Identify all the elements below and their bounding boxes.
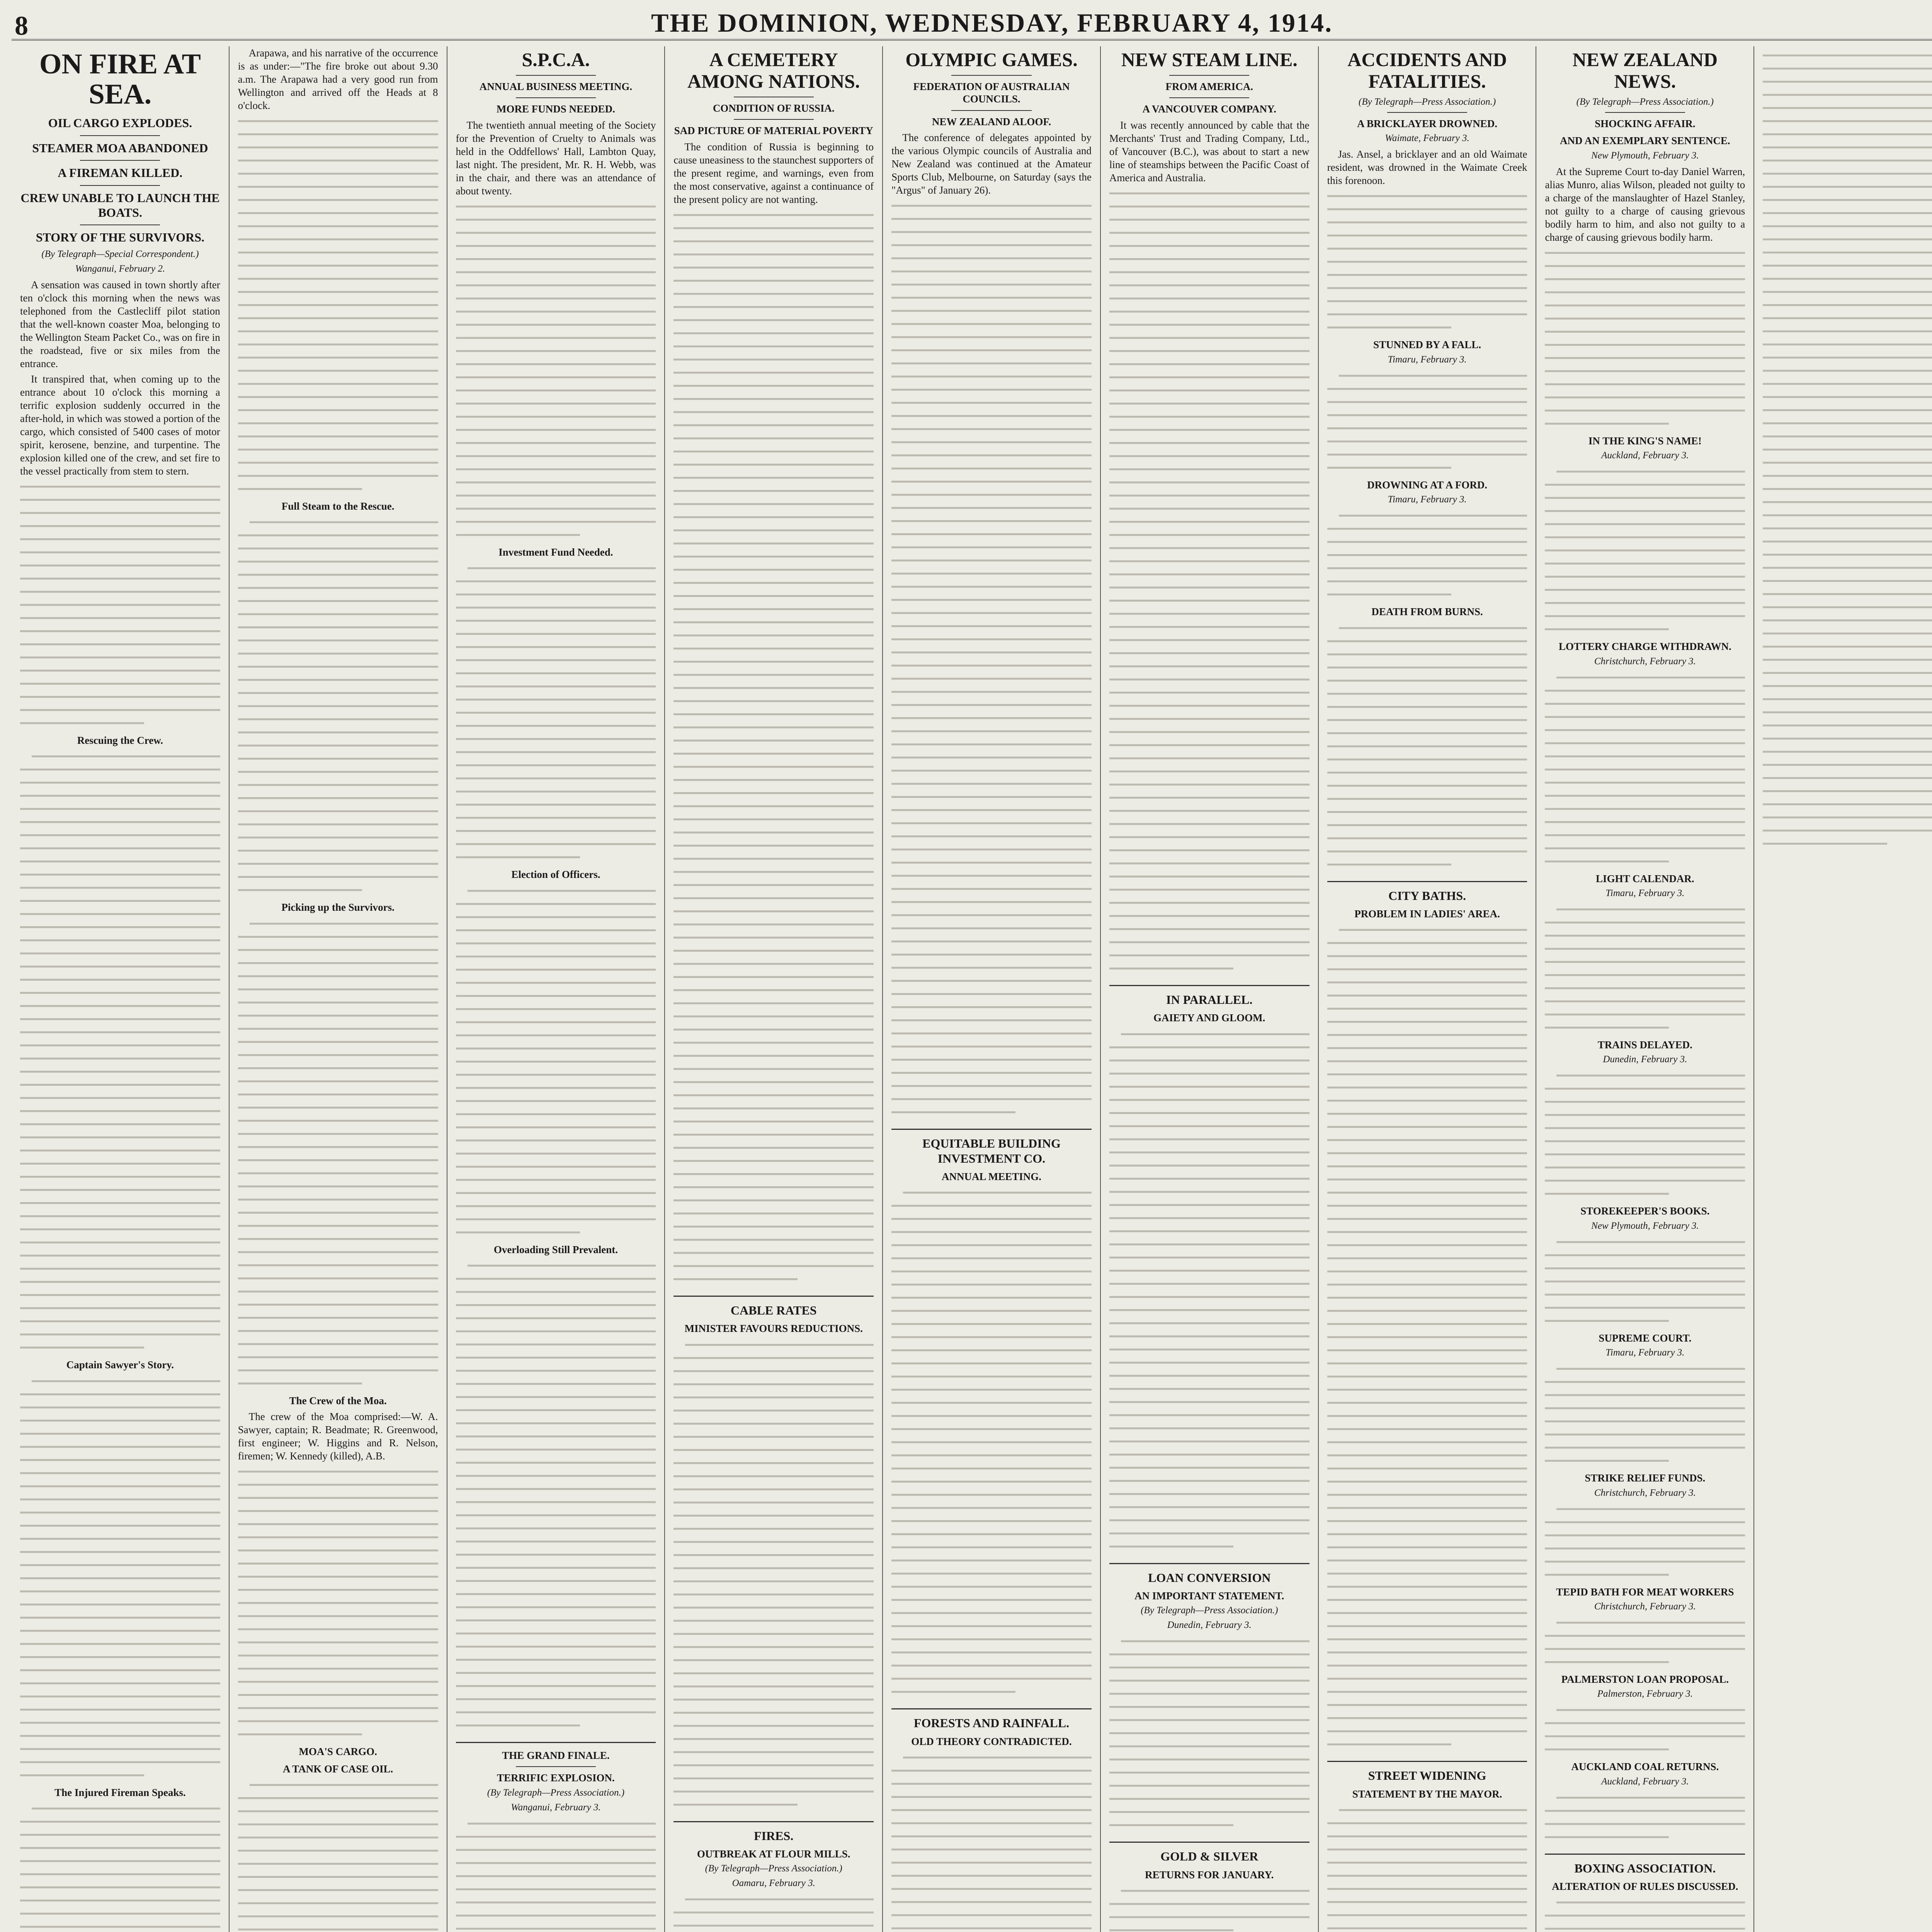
section-heading: The Injured Fireman Speaks. (54, 1786, 186, 1798)
dateline: Christchurch, February 3. (1594, 1487, 1696, 1498)
subheadline: OIL CARGO EXPLODES. (48, 116, 192, 130)
article-body (20, 278, 220, 478)
subheadline: CONDITION OF RUSSIA. (713, 102, 835, 114)
section-heading: STRIKE RELIEF FUNDS. (1585, 1472, 1706, 1484)
text-block (1327, 369, 1527, 474)
section-heading: DEATH FROM BURNS. (1371, 606, 1483, 618)
text-block (1545, 1616, 1745, 1668)
text-block (1545, 1235, 1745, 1327)
article-accidents-fatalities (1327, 49, 1527, 871)
section-heading: DROWNING AT A FORD. (1367, 479, 1488, 491)
paragraph: It transpired that, when coming up to the entrance about 10 o'clock this morning a terrific explosion suddenly occurred in the after-hold, in which was stowed a portion of the cargo, which consisted of 5400 cases of motor spirit, kerosene, benzine, and turpentine. The explosion killed one of the crew, and set fire to the vessel practically from stem to stern. (20, 373, 220, 477)
headline: NEW ZEALAND NEWS. (1572, 49, 1718, 92)
section-heading: Investment Fund Needed. (498, 546, 613, 558)
paragraph: The twentieth annual meeting of the Society for the Prevention of Cruelty to Animals was held in the Oddfellows' Hall, Lambton Quay, last night. The president, Mr. R. H. Webb, was in the chair, and there was an attendance of about twenty. (456, 119, 656, 197)
article-in-parallel (1109, 992, 1310, 1553)
subheadline: MINISTER FAVOURS REDUCTIONS. (684, 1323, 863, 1335)
subheadline: A FIREMAN KILLED. (58, 166, 183, 180)
text-block (1545, 903, 1745, 1034)
subheadline: A VANCOUVER COMPANY. (1142, 103, 1276, 115)
text-block (1545, 246, 1745, 430)
page-number: 8 (15, 11, 28, 41)
section-heading: Full Steam to the Rescue. (281, 500, 395, 512)
text-block (891, 199, 1092, 1119)
paragraph: The crew of the Moa comprised:—W. A. Sawyer, captain; R. Beadmate; R. Greenwood, first engineer; W. Higgins and R. Nelson, firemen; W. Kennedy (killed), A.B. (238, 1411, 438, 1462)
dateline: Timaru, February 3. (1388, 494, 1467, 505)
subheadline: RETURNS FOR JANUARY. (1145, 1869, 1274, 1881)
dateline: Timaru, February 3. (1605, 1347, 1685, 1358)
column-8 (1536, 46, 1754, 1932)
article-nz-news (1545, 49, 1745, 1844)
section-heading: STOREKEEPER'S BOOKS. (1580, 1205, 1710, 1217)
text-block (1327, 189, 1527, 334)
column-3 (447, 46, 665, 1932)
text-block (238, 1465, 438, 1741)
article-cable-rates (673, 1303, 874, 1811)
subheadline: FROM AMERICA. (1165, 81, 1253, 92)
article-boxing-association (1545, 1861, 1745, 1932)
headline: NEW STEAM LINE. (1121, 49, 1298, 70)
byline: (By Telegraph—Press Association.) (1141, 1605, 1278, 1616)
text-block (1327, 621, 1527, 871)
text-block (456, 884, 656, 1239)
dateline: Timaru, February 3. (1605, 888, 1685, 898)
dateline: Palmerston, February 3. (1597, 1689, 1693, 1699)
subheadline: GAIETY AND GLOOM. (1153, 1012, 1265, 1024)
text-block (891, 1751, 1092, 1932)
section-heading: Overloading Still Prevalent. (493, 1243, 618, 1255)
text-block (673, 1338, 874, 1811)
article-fires (673, 1828, 874, 1932)
article-fire-at-sea (20, 49, 220, 1932)
dateline: Oamaru, February 3. (732, 1878, 815, 1889)
text-block (20, 480, 220, 730)
dateline: Waimate, February 3. (1385, 133, 1469, 144)
article-loan-conversion (1109, 1570, 1310, 1832)
subheadline: FIRES. (754, 1828, 794, 1843)
section-heading: TRAINS DELAYED. (1597, 1039, 1692, 1051)
dateline: Dunedin, February 3. (1167, 1620, 1252, 1631)
column-4 (665, 46, 883, 1932)
headline: OLYMPIC GAMES. (905, 49, 1078, 70)
text-block (1545, 1896, 1745, 1932)
dateline: New Plymouth, February 3. (1591, 1220, 1699, 1231)
dateline: Auckland, February 3. (1601, 1776, 1689, 1787)
text-block (1545, 1362, 1745, 1467)
text-block (1545, 1703, 1745, 1756)
text-block (20, 750, 220, 1354)
subheadline: ANNUAL BUSINESS MEETING. (479, 81, 633, 92)
section-heading: AUCKLAND COAL RETURNS. (1571, 1761, 1719, 1773)
article-grand-finale (456, 1749, 656, 1932)
section-heading: MOA'S CARGO. (299, 1746, 377, 1758)
section-heading: A TANK OF CASE OIL. (283, 1763, 393, 1775)
dateline: Timaru, February 3. (1388, 354, 1467, 365)
dateline: New Plymouth, February 3. (1591, 150, 1699, 161)
subheadline: ALTERATION OF RULES DISCUSSED. (1552, 1881, 1738, 1893)
text-block (1327, 1803, 1527, 1932)
section-heading: TEPID BATH FOR MEAT WORKERS (1556, 1586, 1734, 1598)
subheadline: PROBLEM IN LADIES' AREA. (1354, 908, 1500, 920)
column-6 (1101, 46, 1319, 1932)
section-heading: Election of Officers. (511, 869, 600, 881)
text-block (1763, 49, 1932, 850)
column-5 (883, 46, 1101, 1932)
headline: S.P.C.A. (522, 49, 590, 70)
text-block (456, 200, 656, 541)
subheadline: GOLD & SILVER (1160, 1849, 1259, 1864)
paragraph: Arapawa, and his narrative of the occurrence is as under:—"The fire broke out about 9.30 a.m. The Arapawa had a very good run from Wellington and arrived off the Heads at 8 o'clock. (238, 47, 438, 111)
text-block (1327, 509, 1527, 601)
subheadline: THE GRAND FINALE. (502, 1749, 610, 1761)
text-block (891, 1186, 1092, 1698)
paragraph: At the Supreme Court to-day Daniel Warren, alias Munro, alias Wilson, pleaded not guilty to a charge of the manslaughter of Hazel Stanley, not guilty to a charge of causing grievous bodily harm to him, and also not guilty to a charge of causing grievous bodily harm. (1545, 165, 1745, 243)
section-heading: Rescuing the Crew. (77, 734, 163, 746)
subheadline: NEW ZEALAND ALOOF. (932, 116, 1051, 128)
column-7 (1319, 46, 1537, 1932)
section-heading: AND AN EXEMPLARY SENTENCE. (1560, 135, 1730, 147)
section-heading: LIGHT CALENDAR. (1596, 872, 1694, 884)
subheadline: STATEMENT BY THE MAYOR. (1352, 1788, 1502, 1800)
masthead (12, 4, 1932, 41)
dateline: Auckland, February 3. (1601, 450, 1689, 461)
subheadline: ANNUAL MEETING. (941, 1170, 1041, 1182)
column-2 (230, 46, 447, 1932)
column-1 (12, 46, 230, 1932)
text-block (673, 208, 874, 1286)
byline: (By Telegraph—Press Association.) (487, 1787, 625, 1798)
text-block (20, 1802, 220, 1932)
column-9 (1754, 46, 1932, 1932)
subheadline: OLD THEORY CONTRADICTED. (911, 1735, 1072, 1747)
article-new-steam-line (1109, 49, 1310, 975)
subheadline: STORY OF THE SURVIVORS. (36, 230, 205, 245)
article-equitable-building (891, 1136, 1092, 1698)
subheadline: AN IMPORTANT STATEMENT. (1134, 1590, 1284, 1602)
text-block (1109, 187, 1310, 975)
section-heading: SUPREME COURT. (1599, 1332, 1692, 1344)
subheadline: LOAN CONVERSION (1148, 1570, 1271, 1585)
dateline: Wanganui, February 2. (75, 263, 165, 274)
text-block (238, 1778, 438, 1932)
paragraph: It was recently announced by cable that the Merchants' Trust and Trading Company, Ltd., of Vancouver (B.C.), was about to start a new line of steamships between the Pacific Coast of America and Australia. (1109, 119, 1310, 184)
newspaper-title: THE DOMINION, WEDNESDAY, FEBRUARY 4, 1914. (651, 8, 1333, 37)
paragraph: Jas. Ansel, a bricklayer and an old Waimate resident, was drowned in the Waimate Creek this forenoon. (1327, 148, 1527, 187)
subheadline: EQUITABLE BUILDING INVESTMENT CO. (922, 1136, 1061, 1165)
section-heading: LOTTERY CHARGE WITHDRAWN. (1558, 641, 1731, 653)
byline: (By Telegraph—Press Association.) (1358, 97, 1496, 107)
headline: A CEMETERY AMONG NATIONS. (687, 49, 860, 92)
text-block (1545, 1069, 1745, 1200)
section-heading: STUNNED BY A FALL. (1373, 339, 1481, 351)
text-block (20, 1374, 220, 1782)
subheadline: OUTBREAK AT FLOUR MILLS. (697, 1848, 850, 1860)
section-heading: A BRICKLAYER DROWNED. (1357, 118, 1497, 129)
subheadline: SAD PICTURE OF MATERIAL POVERTY (674, 125, 873, 137)
article-gold-silver (1109, 1849, 1310, 1932)
paragraph: The condition of Russia is beginning to cause uneasiness to the staunchest supporters of the present regime, and warnings, even from the most conservative, against a continuance of the present policy are not wanting. (673, 141, 874, 205)
article-fire-at-sea-continued (238, 46, 438, 1932)
text-block (238, 114, 438, 495)
paragraph: The conference of delegates appointed by the various Olympic councils of Australia and New Zealand was continued at the Amateur Sports Club, Melbourne, on Saturday (says the "Argus" of January 26). (891, 132, 1092, 196)
text-block (1327, 923, 1527, 1751)
subheadline: FEDERATION OF AUSTRALIAN COUNCILS. (913, 81, 1070, 105)
subheadline: IN PARALLEL. (1166, 992, 1253, 1007)
text-block (456, 1259, 656, 1732)
dateline: Christchurch, February 3. (1594, 656, 1696, 667)
byline: (By Telegraph—Press Association.) (1576, 97, 1714, 107)
section-heading: The Crew of the Moa. (289, 1395, 387, 1406)
text-block (1109, 1027, 1310, 1553)
dateline: Dunedin, February 3. (1603, 1054, 1687, 1065)
subheadline: BOXING ASSOCIATION. (1574, 1861, 1716, 1875)
subheadline: CREW UNABLE TO LAUNCH THE BOATS. (20, 190, 220, 219)
text-block (1109, 1634, 1310, 1832)
subheadline: TERRIFIC EXPLOSION. (497, 1772, 615, 1784)
subheadline: STEAMER MOA ABANDONED (32, 141, 208, 155)
section-heading: IN THE KING'S NAME! (1588, 435, 1702, 447)
article-olympic-games (891, 49, 1092, 1119)
text-block (1109, 1884, 1310, 1932)
subheadline: MORE FUNDS NEEDED. (497, 103, 615, 115)
text-block (673, 1893, 874, 1932)
article-forests-rainfall (891, 1716, 1092, 1932)
section-heading: PALMERSTON LOAN PROPOSAL. (1561, 1673, 1729, 1685)
section-heading: Picking up the Survivors. (281, 901, 395, 913)
text-block (1545, 1502, 1745, 1581)
article-spca (456, 49, 656, 1732)
text-block (1545, 465, 1745, 636)
paragraph: A sensation was caused in town shortly after ten o'clock this morning when the news was telephoned from the Castlecliff pilot station that the well-known coaster Moa, belonging to the Wellington Steam Packet Co., was on fire in the roadstead, five or six miles from the entrance. (20, 279, 220, 369)
byline: (By Telegraph—Press Association.) (705, 1863, 842, 1874)
dateline: Wanganui, February 3. (511, 1802, 601, 1813)
text-block (1545, 1791, 1745, 1844)
headline: ON FIRE AT SEA. (39, 48, 201, 110)
article-city-baths (1327, 888, 1527, 1751)
page-columns (12, 46, 1932, 1932)
section-heading: SHOCKING AFFAIR. (1595, 118, 1696, 129)
article-cemetery-among-nations (673, 49, 874, 1286)
article-street-widening (1327, 1768, 1527, 1932)
text-block (238, 917, 438, 1390)
dateline: Christchurch, February 3. (1594, 1601, 1696, 1612)
text-block (456, 1817, 656, 1932)
subheadline: CITY BATHS. (1388, 888, 1466, 903)
text-block (456, 561, 656, 864)
headline: ACCIDENTS AND FATALITIES. (1347, 49, 1507, 92)
subheadline: FORESTS AND RAINFALL. (913, 1716, 1070, 1730)
byline: (By Telegraph—Special Correspondent.) (41, 248, 199, 259)
text-block (1545, 671, 1745, 868)
subheadline: CABLE RATES (730, 1303, 817, 1317)
text-block (238, 515, 438, 896)
section-heading: Captain Sawyer's Story. (66, 1359, 174, 1371)
subheadline: STREET WIDENING (1368, 1769, 1486, 1783)
